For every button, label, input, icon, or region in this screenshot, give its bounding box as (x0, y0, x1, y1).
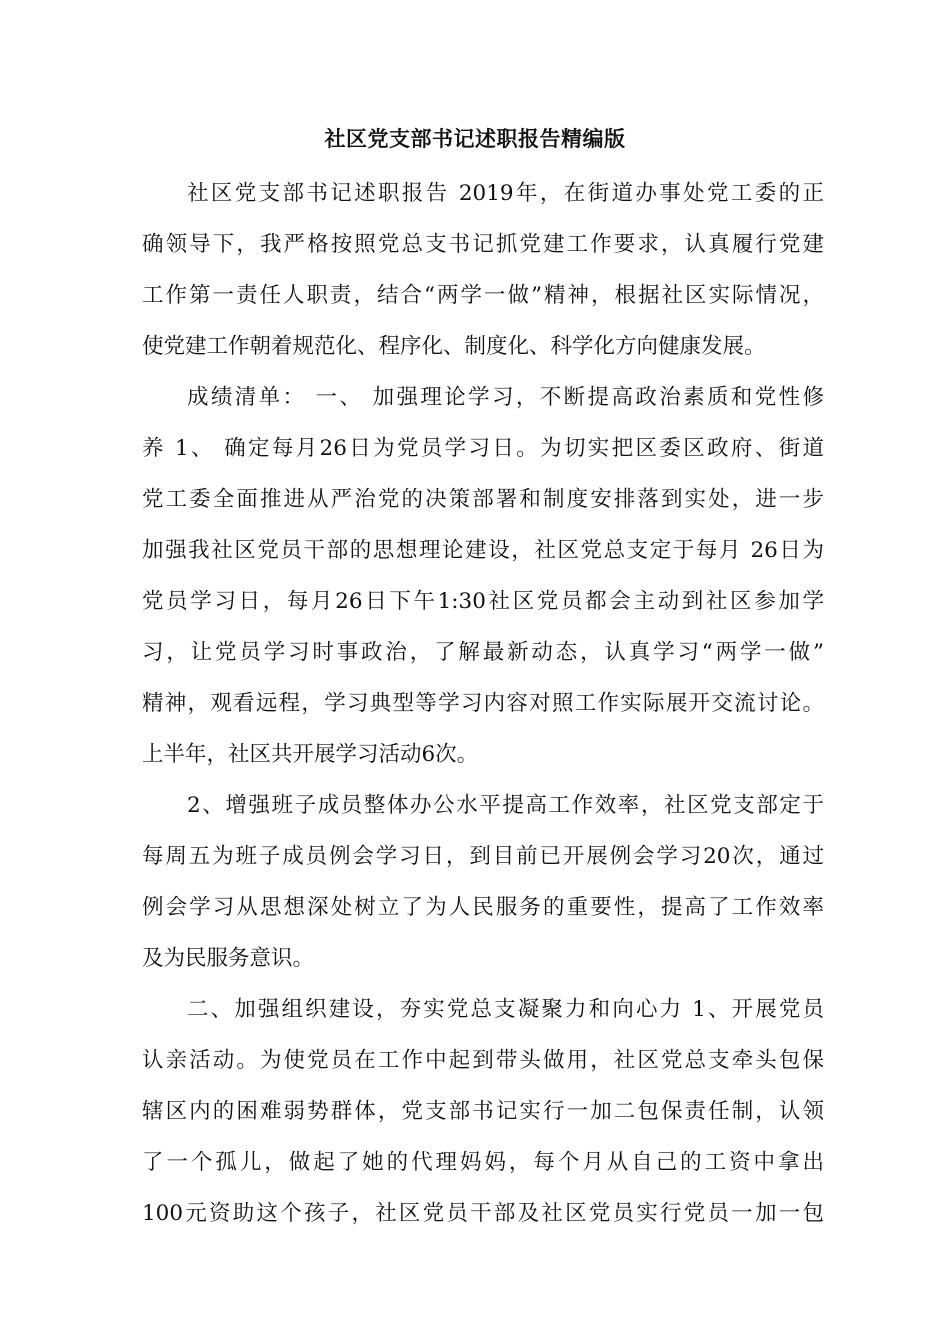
body-line: 党工委全面推进从严治党的决策部署和制度安排落到实处，进一步 (142, 487, 824, 512)
body-line: 精神，观看远程，学习典型等学习内容对照工作实际展开交流讨论。 (142, 691, 824, 716)
body-line: 工作第一责任人职责，结合“两学一做”精神，根据社区实际情况， (142, 283, 824, 308)
body-line: 成绩清单： 一、 加强理论学习，不断提高政治素质和党性修 (187, 385, 824, 410)
body-line: 社区党支部书记述职报告 2019年，在街道办事处党工委的正 (187, 181, 824, 206)
body-line: 了一个孤儿，做起了她的代理妈妈，每个月从自己的工资中拿出 (142, 1150, 824, 1175)
document-title: 社区党支部书记述职报告精编版 (324, 126, 626, 151)
body-line: 加强我社区党员干部的思想理论建设，社区党总支定于每月 26日为 (142, 538, 824, 563)
body-line: 养 1、 确定每月26日为党员学习日。为切实把区委区政府、街道 (142, 436, 824, 461)
body-line: 使党建工作朝着规范化、程序化、制度化、科学化方向健康发展。 (142, 334, 766, 359)
body-line: 每周五为班子成员例会学习日，到目前已开展例会学习20次，通过 (142, 844, 824, 869)
body-line: 二、加强组织建设，夯实党总支凝聚力和向心力 1、开展党员 (187, 997, 824, 1022)
body-line: 2、增强班子成员整体办公水平提高工作效率，社区党支部定于 (187, 793, 824, 818)
body-line: 100元资助这个孩子，社区党员干部及社区党员实行党员一加一包 (142, 1201, 824, 1226)
body-line: 确领导下，我严格按照党总支书记抓党建工作要求，认真履行党建 (142, 232, 824, 257)
body-line: 党员学习日，每月26日下午1:30社区党员都会主动到社区参加学 (142, 589, 824, 614)
document-body (142, 172, 824, 1243)
body-line: 上半年，社区共开展学习活动6次。 (142, 742, 479, 767)
body-line: 辖区内的困难弱势群体，党支部书记实行一加二包保责任制，认领 (142, 1099, 824, 1124)
body-line: 认亲活动。为使党员在工作中起到带头做用，社区党总支牵头包保 (142, 1048, 824, 1073)
body-line: 例会学习从思想深处树立了为人民服务的重要性，提高了工作效率 (142, 895, 824, 920)
body-line: 习，让党员学习时事政治，了解最新动态，认真学习“两学一做” (142, 640, 824, 665)
body-line: 及为民服务意识。 (142, 946, 315, 971)
